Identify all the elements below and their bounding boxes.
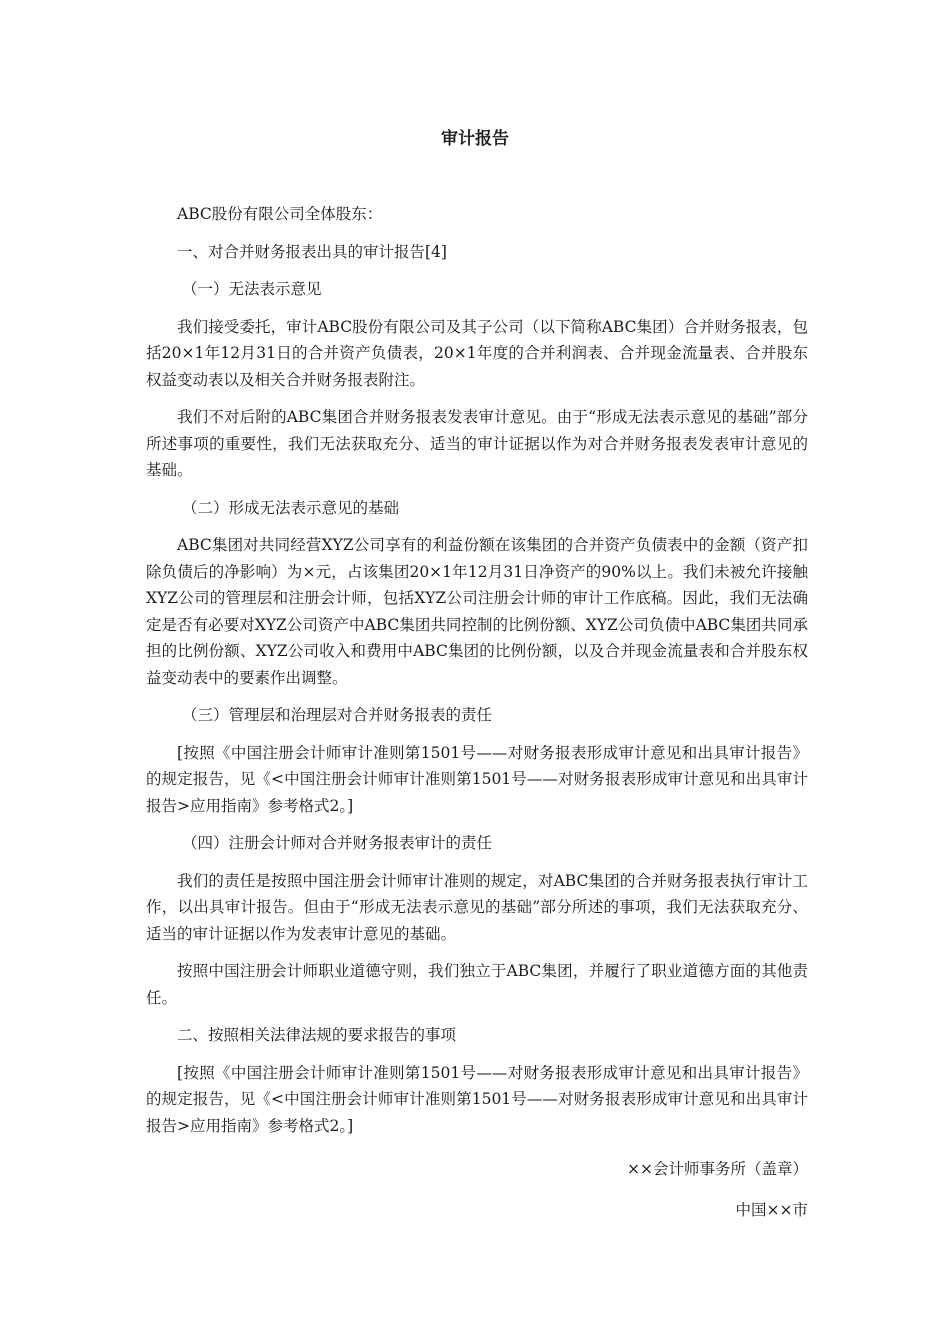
- sub3-heading: （三）管理层和治理层对合并财务报表的责任: [182, 706, 493, 724]
- section1-heading: 一、对合并财务报表出具的审计报告[4]: [177, 242, 447, 261]
- page-title: 审计报告: [441, 129, 509, 149]
- report-body: [146, 201, 808, 1150]
- sub4-paragraph-2: 按照中国注册会计师职业道德守则，我们独立于ABC集团，并履行了职业道德方面的其他责任。: [146, 962, 808, 1007]
- signature-block: [146, 1156, 808, 1237]
- sub1-paragraph-1: 我们接受委托，审计ABC股份有限公司及其子公司（以下简称ABC集团）合并财务报表，包括20×1年12月31日的合并资产负债表，20×1年度的合并利润表、合并现金流量表、合并股东权益变动表以及相关合并财务报表附注。: [146, 317, 808, 389]
- addressee: ABC股份有限公司全体股东：: [177, 205, 383, 223]
- sub1-heading: （一）无法表示意见: [182, 280, 322, 298]
- signature-firm: ××会计师事务所（盖章）: [627, 1160, 808, 1178]
- sub4-paragraph-1: 我们的责任是按照中国注册会计师审计准则的规定，对ABC集团的合并财务报表执行审计工作，以出具审计报告。但由于“形成无法表示意见的基础”部分所述的事项，我们无法获取充分、适当的审计证据以作为发表审计意见的基础。: [146, 871, 808, 943]
- section2-heading: 二、按照相关法律法规的要求报告的事项: [177, 1026, 457, 1044]
- sub3-paragraph-1: [按照《中国注册会计师审计准则第1501号——对财务报表形成审计意见和出具审计报告》的规定报告，见《<中国注册会计师审计准则第1501号——对财务报表形成审计意见和出具审计报告>应用指南》参考格式2。]: [146, 743, 808, 815]
- sub1-paragraph-2: 我们不对后附的ABC集团合并财务报表发表审计意见。由于“形成无法表示意见的基础”部分所述事项的重要性，我们无法获取充分、适当的审计证据以作为对合并财务报表发表审计意见的基础。: [146, 408, 808, 479]
- sub2-heading: （二）形成无法表示意见的基础: [182, 498, 400, 517]
- sub4-heading: （四）注册会计师对合并财务报表审计的责任: [182, 834, 493, 852]
- sub2-paragraph-1: ABC集团对共同经营XYZ公司享有的利益份额在该集团的合并资产负债表中的金额（资产扣除负债后的净影响）为×元，占该集团20×1年12月31日净资产的90%以上。我们未被允许接触XYZ公司的管理层和注册会计师，包括XYZ公司注册会计师的审计工作底稿。因此，我们无法确定是否有必要对XYZ公司资产中ABC集团共同控制的比例份额、XYZ公司负债中ABC集团共同承担的比例份额、XYZ公司收入和费用中ABC集团的比例份额，以及合并现金流量表和合并股东权益变动表中的要素作出调整。: [146, 536, 808, 687]
- signature-city: 中国××市: [735, 1200, 808, 1219]
- section2-paragraph-1: [按照《中国注册会计师审计准则第1501号——对财务报表形成审计意见和出具审计报告》的规定报告，见《<中国注册会计师审计准则第1501号——对财务报表形成审计意见和出具审计报告>应用指南》参考格式2。]: [146, 1063, 808, 1135]
